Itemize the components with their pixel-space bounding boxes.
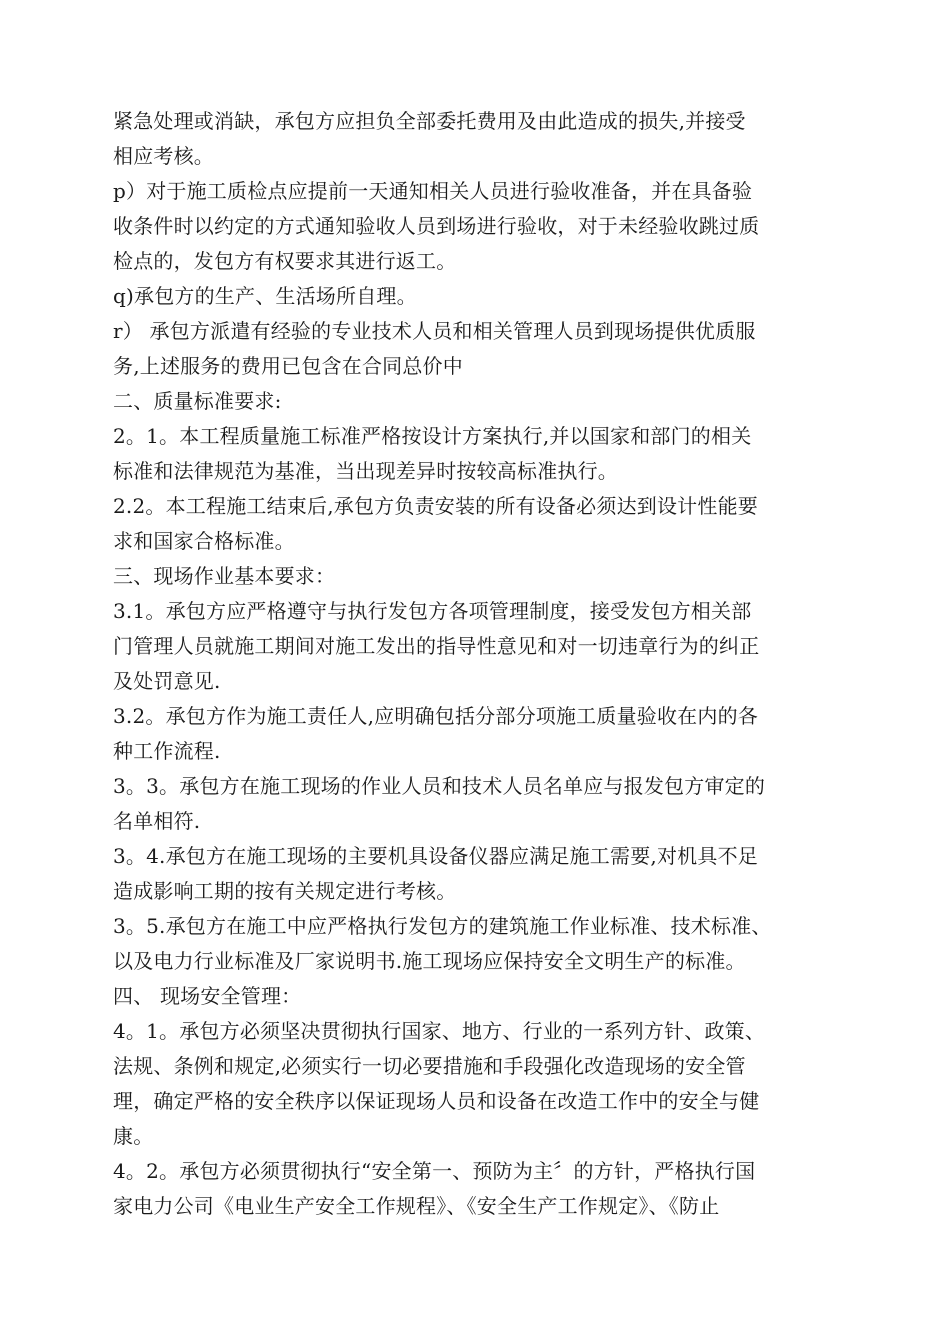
text-line: 名单相符.	[113, 809, 201, 833]
text-line: 种工作流程.	[113, 739, 221, 763]
text-line: p）对于施工质检点应提前一天通知相关人员进行验收准备，并在具备验	[113, 179, 753, 203]
text-line: 2.2。本工程施工结束后,承包方负责安装的所有设备必须达到设计性能要	[113, 494, 758, 518]
text-line: 4。2。承包方必须贯彻执行“安全第一、预防为主〞的方针，严格执行国	[113, 1159, 756, 1183]
text-line: 3。3。承包方在施工现场的作业人员和技术人员名单应与报发包方审定的	[113, 774, 766, 798]
text-line: 2。1。本工程质量施工标准严格按设计方案执行,并以国家和部门的相关	[113, 424, 752, 448]
text-line: 理，确定严格的安全秩序以保证现场人员和设备在改造工作中的安全与健	[113, 1089, 760, 1113]
text-line: 及处罚意见.	[113, 669, 221, 693]
text-line: 3。5.承包方在施工中应严格执行发包方的建筑施工作业标准、技术标准、	[113, 914, 772, 938]
text-line: 3。4.承包方在施工现场的主要机具设备仪器应满足施工需要,对机具不足	[113, 844, 758, 868]
text-line: 检点的，发包方有权要求其进行返工。	[113, 249, 457, 273]
text-line: 务,上述服务的费用已包含在合同总价中	[113, 354, 463, 378]
text-line: 紧急处理或消缺，承包方应担负全部委托费用及由此造成的损失,并接受	[113, 109, 746, 133]
text-line: 以及电力行业标准及厂家说明书.施工现场应保持安全文明生产的标准。	[113, 949, 746, 973]
text-line: 收条件时以约定的方式通知验收人员到场进行验收，对于未经验收跳过质	[113, 214, 760, 238]
section-heading: 四、 现场安全管理：	[113, 984, 302, 1008]
text-line: 3.2。承包方作为施工责任人,应明确包括分部分项施工质量验收在内的各	[113, 704, 758, 728]
text-line: 门管理人员就施工期间对施工发出的指导性意见和对一切违章行为的纠正	[113, 634, 760, 658]
text-line: 家电力公司《电业生产安全工作规程》、《安全生产工作规定》、《防止	[113, 1194, 720, 1218]
text-line: 造成影响工期的按有关规定进行考核。	[113, 879, 457, 903]
text-line: 康。	[113, 1124, 154, 1148]
section-heading: 二、质量标准要求:	[113, 389, 282, 413]
text-line: 4。1。承包方必须坚决贯彻执行国家、地方、行业的一系列方针、政策、	[113, 1019, 766, 1043]
text-line: r） 承包方派遣有经验的专业技术人员和相关管理人员到现场提供优质服	[113, 319, 756, 343]
document-page	[113, 104, 835, 1224]
text-line: 求和国家合格标准。	[113, 529, 295, 553]
text-line: 相应考核。	[113, 144, 214, 168]
text-line: 法规、条例和规定,必须实行一切必要措施和手段强化改造现场的安全管	[113, 1054, 746, 1078]
text-line: q)承包方的生产、生活场所自理。	[113, 284, 417, 308]
text-line: 标准和法律规范为基准，当出现差异时按较高标准执行。	[113, 459, 618, 483]
section-heading: 三、现场作业基本要求：	[113, 564, 336, 588]
text-line: 3.1。承包方应严格遵守与执行发包方各项管理制度，接受发包方相关部	[113, 599, 752, 623]
